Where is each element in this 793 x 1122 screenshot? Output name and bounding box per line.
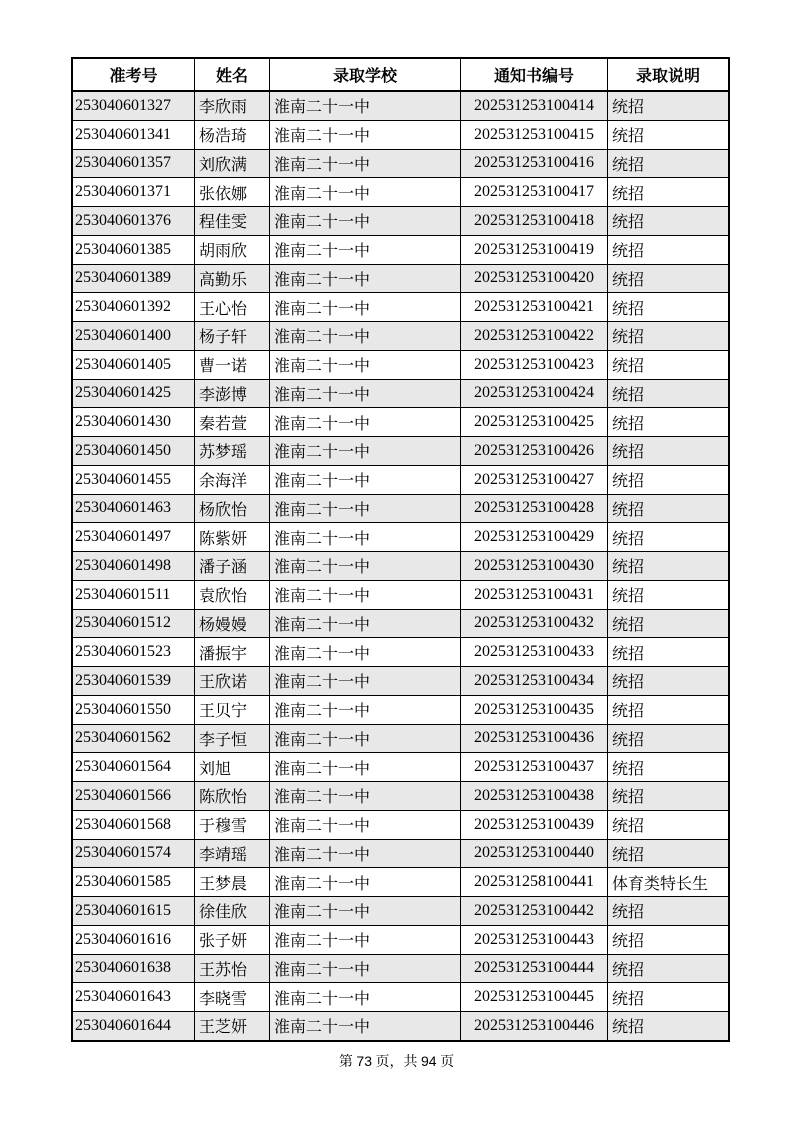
cell-school: 淮南二十一中 [270,638,461,667]
footer-label: 页，共 [375,1055,418,1070]
cell-exam-no: 253040601400 [72,322,195,351]
cell-exam-no: 253040601450 [72,437,195,466]
table-row [72,235,729,264]
cell-exam-no: 253040601376 [72,207,195,236]
table-row [72,91,729,120]
table-row [72,465,729,494]
cell-notice-no: 202531253100416 [461,149,608,178]
footer-label: 第 [338,1055,353,1070]
table-row [72,379,729,408]
cell-notice-no: 202531253100428 [461,494,608,523]
cell-notice-no: 202531253100432 [461,609,608,638]
cell-exam-no: 253040601511 [72,580,195,609]
cell-name: 杨子轩 [195,322,270,351]
cell-name: 张子妍 [195,925,270,954]
table-row [72,264,729,293]
cell-school: 淮南二十一中 [270,983,461,1012]
cell-name: 王梦晨 [195,868,270,897]
table-header-row [72,58,729,91]
table-row [72,868,729,897]
table-row [72,810,729,839]
cell-note: 统招 [608,1012,730,1041]
cell-notice-no: 202531253100429 [461,523,608,552]
cell-note: 统招 [608,638,730,667]
cell-school: 淮南二十一中 [270,264,461,293]
cell-note: 统招 [608,552,730,581]
cell-notice-no: 202531253100418 [461,207,608,236]
cell-school: 淮南二十一中 [270,408,461,437]
cell-note: 统招 [608,897,730,926]
table-row [72,408,729,437]
table-row [72,667,729,696]
table-row [72,178,729,207]
col-header-name: 姓名 [195,58,270,91]
cell-note: 统招 [608,494,730,523]
footer-label: 页 [440,1055,455,1070]
cell-exam-no: 253040601638 [72,954,195,983]
cell-school: 淮南二十一中 [270,178,461,207]
cell-school: 淮南二十一中 [270,1012,461,1041]
cell-name: 高勤乐 [195,264,270,293]
table-row [72,925,729,954]
cell-notice-no: 202531253100435 [461,695,608,724]
cell-notice-no: 202531253100437 [461,753,608,782]
cell-school: 淮南二十一中 [270,235,461,264]
cell-school: 淮南二十一中 [270,782,461,811]
cell-exam-no: 253040601389 [72,264,195,293]
cell-notice-no: 202531253100423 [461,350,608,379]
cell-name: 杨欣怡 [195,494,270,523]
cell-note: 统招 [608,580,730,609]
cell-name: 王芝妍 [195,1012,270,1041]
cell-name: 王心怡 [195,293,270,322]
cell-name: 杨嫚嫚 [195,609,270,638]
cell-note: 体育类特长生 [608,868,730,897]
table-row [72,350,729,379]
col-header-note: 录取说明 [608,58,730,91]
cell-school: 淮南二十一中 [270,350,461,379]
table-row [72,983,729,1012]
table-row [72,609,729,638]
table-row [72,149,729,178]
cell-note: 统招 [608,609,730,638]
cell-exam-no: 253040601463 [72,494,195,523]
cell-name: 潘子涵 [195,552,270,581]
cell-school: 淮南二十一中 [270,609,461,638]
cell-name: 李晓雪 [195,983,270,1012]
cell-notice-no: 202531253100419 [461,235,608,264]
cell-note: 统招 [608,379,730,408]
table-row [72,897,729,926]
table-row [72,120,729,149]
cell-name: 苏梦瑶 [195,437,270,466]
cell-name: 刘欣满 [195,149,270,178]
cell-notice-no: 202531253100414 [461,91,608,120]
cell-exam-no: 253040601644 [72,1012,195,1041]
cell-notice-no: 202531253100420 [461,264,608,293]
cell-exam-no: 253040601550 [72,695,195,724]
cell-exam-no: 253040601568 [72,810,195,839]
admission-table [71,57,730,1042]
page-footer [0,1051,793,1071]
cell-note: 统招 [608,437,730,466]
table-row [72,437,729,466]
table-body [72,91,729,1041]
cell-school: 淮南二十一中 [270,322,461,351]
cell-notice-no: 202531253100434 [461,667,608,696]
cell-notice-no: 202531253100431 [461,580,608,609]
cell-school: 淮南二十一中 [270,954,461,983]
cell-notice-no: 202531253100425 [461,408,608,437]
cell-name: 曹一诺 [195,350,270,379]
cell-name: 徐佳欣 [195,897,270,926]
table-row [72,322,729,351]
cell-notice-no: 202531253100417 [461,178,608,207]
cell-name: 潘振宇 [195,638,270,667]
cell-name: 陈紫妍 [195,523,270,552]
cell-name: 李子恒 [195,724,270,753]
table-row [72,724,729,753]
cell-note: 统招 [608,91,730,120]
cell-school: 淮南二十一中 [270,437,461,466]
cell-note: 统招 [608,695,730,724]
cell-exam-no: 253040601385 [72,235,195,264]
cell-school: 淮南二十一中 [270,695,461,724]
cell-name: 李欣雨 [195,91,270,120]
cell-note: 统招 [608,293,730,322]
cell-note: 统招 [608,465,730,494]
cell-notice-no: 202531253100439 [461,810,608,839]
cell-note: 统招 [608,724,730,753]
cell-exam-no: 253040601497 [72,523,195,552]
cell-name: 余海洋 [195,465,270,494]
cell-notice-no: 202531253100445 [461,983,608,1012]
cell-notice-no: 202531253100415 [461,120,608,149]
cell-exam-no: 253040601566 [72,782,195,811]
cell-name: 程佳雯 [195,207,270,236]
cell-exam-no: 253040601425 [72,379,195,408]
cell-name: 胡雨欣 [195,235,270,264]
cell-exam-no: 253040601564 [72,753,195,782]
table-row [72,1012,729,1041]
cell-name: 刘旭 [195,753,270,782]
cell-note: 统招 [608,667,730,696]
cell-exam-no: 253040601341 [72,120,195,149]
cell-school: 淮南二十一中 [270,667,461,696]
cell-note: 统招 [608,782,730,811]
cell-notice-no: 202531253100440 [461,839,608,868]
table-row [72,494,729,523]
table-row [72,753,729,782]
col-header-notice-no: 通知书编号 [461,58,608,91]
cell-school: 淮南二十一中 [270,494,461,523]
cell-note: 统招 [608,149,730,178]
page-number: 73 [356,1053,372,1069]
cell-school: 淮南二十一中 [270,724,461,753]
cell-notice-no: 202531253100433 [461,638,608,667]
cell-name: 王苏怡 [195,954,270,983]
col-header-exam-no: 准考号 [72,58,195,91]
cell-notice-no: 202531253100446 [461,1012,608,1041]
cell-exam-no: 253040601616 [72,925,195,954]
table-row [72,695,729,724]
cell-note: 统招 [608,350,730,379]
cell-name: 陈欣怡 [195,782,270,811]
cell-school: 淮南二十一中 [270,753,461,782]
cell-note: 统招 [608,178,730,207]
cell-exam-no: 253040601512 [72,609,195,638]
cell-note: 统招 [608,207,730,236]
cell-note: 统招 [608,322,730,351]
cell-name: 于穆雪 [195,810,270,839]
cell-school: 淮南二十一中 [270,839,461,868]
cell-school: 淮南二十一中 [270,379,461,408]
cell-note: 统招 [608,954,730,983]
cell-notice-no: 202531253100438 [461,782,608,811]
cell-exam-no: 253040601327 [72,91,195,120]
cell-school: 淮南二十一中 [270,120,461,149]
table-row [72,523,729,552]
table-row [72,207,729,236]
cell-note: 统招 [608,408,730,437]
cell-name: 王贝宁 [195,695,270,724]
cell-exam-no: 253040601585 [72,868,195,897]
table-row [72,638,729,667]
table-row [72,782,729,811]
table-row [72,293,729,322]
cell-note: 统招 [608,264,730,293]
cell-exam-no: 253040601574 [72,839,195,868]
cell-exam-no: 253040601392 [72,293,195,322]
cell-exam-no: 253040601643 [72,983,195,1012]
cell-name: 李靖瑶 [195,839,270,868]
cell-notice-no: 202531253100430 [461,552,608,581]
cell-exam-no: 253040601455 [72,465,195,494]
cell-school: 淮南二十一中 [270,552,461,581]
cell-note: 统招 [608,120,730,149]
cell-notice-no: 202531253100426 [461,437,608,466]
total-pages: 94 [421,1053,437,1069]
cell-school: 淮南二十一中 [270,925,461,954]
cell-name: 秦若萱 [195,408,270,437]
cell-exam-no: 253040601562 [72,724,195,753]
cell-note: 统招 [608,925,730,954]
table-row [72,552,729,581]
cell-note: 统招 [608,983,730,1012]
cell-school: 淮南二十一中 [270,91,461,120]
cell-exam-no: 253040601430 [72,408,195,437]
cell-name: 张依娜 [195,178,270,207]
cell-notice-no: 202531253100422 [461,322,608,351]
cell-school: 淮南二十一中 [270,149,461,178]
cell-school: 淮南二十一中 [270,465,461,494]
cell-school: 淮南二十一中 [270,207,461,236]
cell-note: 统招 [608,235,730,264]
cell-notice-no: 202531253100424 [461,379,608,408]
cell-exam-no: 253040601615 [72,897,195,926]
cell-exam-no: 253040601498 [72,552,195,581]
cell-notice-no: 202531253100442 [461,897,608,926]
cell-exam-no: 253040601539 [72,667,195,696]
cell-school: 淮南二十一中 [270,810,461,839]
cell-note: 统招 [608,810,730,839]
cell-name: 王欣诺 [195,667,270,696]
cell-school: 淮南二十一中 [270,523,461,552]
cell-exam-no: 253040601523 [72,638,195,667]
cell-school: 淮南二十一中 [270,580,461,609]
cell-name: 李澎博 [195,379,270,408]
table-row [72,839,729,868]
cell-notice-no: 202531258100441 [461,868,608,897]
cell-exam-no: 253040601357 [72,149,195,178]
cell-school: 淮南二十一中 [270,293,461,322]
cell-note: 统招 [608,523,730,552]
cell-name: 袁欣怡 [195,580,270,609]
cell-notice-no: 202531253100421 [461,293,608,322]
cell-note: 统招 [608,839,730,868]
cell-notice-no: 202531253100444 [461,954,608,983]
table-row [72,580,729,609]
cell-notice-no: 202531253100427 [461,465,608,494]
cell-school: 淮南二十一中 [270,897,461,926]
cell-notice-no: 202531253100443 [461,925,608,954]
col-header-school: 录取学校 [270,58,461,91]
cell-name: 杨浩琦 [195,120,270,149]
table-row [72,954,729,983]
cell-exam-no: 253040601405 [72,350,195,379]
cell-school: 淮南二十一中 [270,868,461,897]
cell-notice-no: 202531253100436 [461,724,608,753]
cell-note: 统招 [608,753,730,782]
cell-exam-no: 253040601371 [72,178,195,207]
